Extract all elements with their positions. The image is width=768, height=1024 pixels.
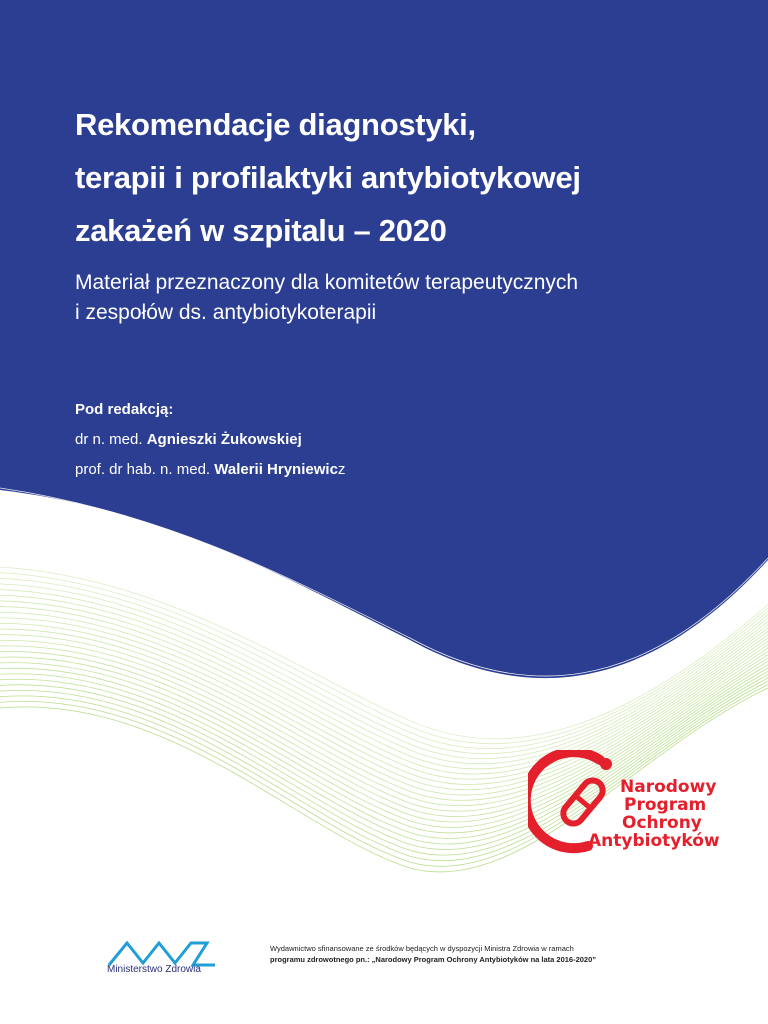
editors-block [75, 395, 345, 485]
program-logo-line-3: Ochrony [622, 813, 702, 833]
editor-2-suffix: z [337, 461, 346, 478]
ministry-logo-icon [105, 925, 245, 985]
program-logo-text [588, 777, 720, 851]
program-logo-line-4: Antybiotyków [588, 831, 720, 851]
editors-label: Pod redakcją: [75, 401, 174, 418]
funding-note [270, 943, 690, 965]
title-line-1: Rekomendacje diagnostyki, [75, 107, 476, 142]
title-line-3: zakażeń w szpitalu – 2020 [75, 213, 447, 248]
program-logo-line-2: Program [624, 795, 707, 815]
funding-note-line-2: programu zdrowotnego pn.: „Narodowy Program Ochrony Antybiotyków na lata 2016-2020” [270, 955, 597, 964]
editor-1 [75, 425, 345, 455]
title-line-2: terapii i profilaktyki antybiotykowej [75, 160, 581, 195]
subtitle-line-2: i zespołów ds. antybiotykoterapii [75, 301, 377, 324]
program-logo-line-1: Narodowy [620, 777, 717, 797]
ministry-logo-label: Ministerstwo Zdrowia [107, 964, 201, 975]
editor-2-name: Walerii Hryniewic [214, 461, 338, 478]
editor-1-title: dr n. med. [75, 431, 147, 448]
document-subtitle [75, 268, 755, 328]
program-logo [528, 750, 748, 860]
subtitle-line-1: Materiał przeznaczony dla komitetów terapeutycznych [75, 271, 579, 294]
editor-1-name: Agnieszki Żukowskiej [146, 431, 302, 448]
editor-2 [75, 455, 345, 485]
funding-note-line-1: Wydawnictwo sfinansowane ze środków będących w dyspozycji Ministra Zdrowia w ramach [270, 944, 574, 953]
editor-2-title: prof. dr hab. n. med. [75, 461, 215, 478]
document-title [75, 98, 755, 257]
